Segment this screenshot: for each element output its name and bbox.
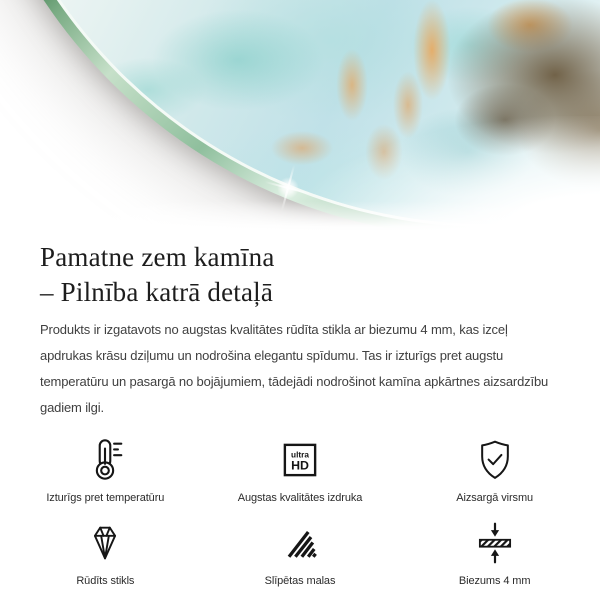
title-line-2: – Pilnība katrā detaļā xyxy=(40,277,274,307)
feature-label: Rūdīts stikls xyxy=(76,575,135,587)
beveled-edges-icon xyxy=(278,520,322,566)
photo-fade-bottom xyxy=(0,201,600,231)
feature-label: Biezums 4 mm xyxy=(458,575,531,587)
diamond-icon xyxy=(82,520,128,566)
product-description: Produkts ir izgatavots no augstas kvalitātes rūdīta stikla ar biezumu 4 mm, kas izceļ apdrukas krāsu dziļumu un nodrošina elegantu spīdumu. Tas ir izturīgs pret augstu temperatūru un pasargā no bojājumiem, tādejādi nodrošinot kamīna apkārtnes aizsardzību gadiem ilgi. xyxy=(40,322,549,415)
ultra-hd-icon xyxy=(278,437,322,483)
feature-tempered-glass xyxy=(8,520,203,589)
ultra-hd-text-bottom: HD xyxy=(291,458,309,473)
thermometer-icon xyxy=(82,437,128,483)
feature-label: Slīpētas malas xyxy=(264,575,336,587)
shield-check-icon xyxy=(473,437,517,483)
feature-print-quality xyxy=(203,437,398,506)
title-line-1: Pamatne zem kamīna xyxy=(40,242,275,272)
content-section xyxy=(0,231,600,589)
feature-thickness xyxy=(397,520,592,589)
feature-polished-edges xyxy=(203,520,398,589)
feature-label: Aizsargā virsmu xyxy=(456,492,534,504)
thickness-press-icon xyxy=(473,520,517,566)
feature-label: Augstas kvalitātes izdruka xyxy=(237,492,363,504)
product-photo xyxy=(0,0,600,231)
page-title xyxy=(40,240,560,310)
feature-label: Izturīgs pret temperatūru xyxy=(46,492,165,504)
feature-heat-resistant xyxy=(8,437,203,506)
feature-surface-protection xyxy=(397,437,592,506)
ultra-hd-text-top: ultra xyxy=(291,450,309,460)
features-grid xyxy=(8,437,592,589)
